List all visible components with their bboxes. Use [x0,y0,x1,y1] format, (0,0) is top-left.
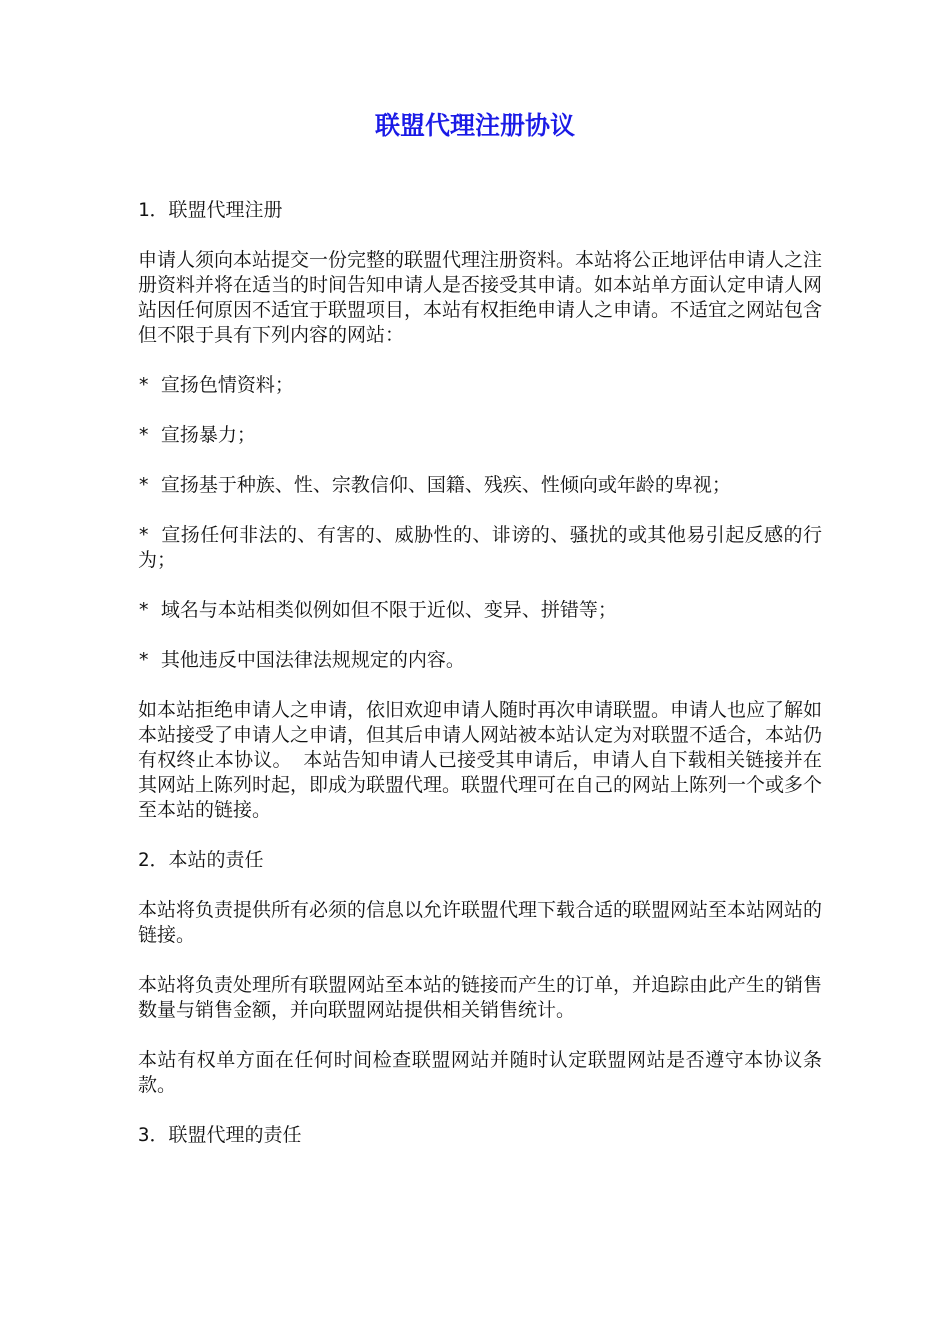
bullet-item-4: * 宣扬任何非法的、有害的、威胁性的、诽谤的、骚扰的或其他易引起反感的行为； [138,524,822,571]
section-2-paragraph-1: 本站将负责提供所有必须的信息以允许联盟代理下载合适的联盟网站至本站网站的链接。 [138,899,823,946]
bullet-item-5: * 域名与本站相类似例如但不限于近似、变异、拼错等； [138,599,617,621]
section-1-paragraph-2: 如本站拒绝申请人之申请，依旧欢迎申请人随时再次申请联盟。申请人也应了解如本站接受了申请人之申请，但其后申请人网站被本站认定为对联盟不适合，本站仍有权终止本协议。 本站告知申请人已接受其申请后，申请人自下载相关链接并在其网站上陈列时起，即成为联盟代理。联盟代理可在自己的网站上陈列一个或多个至本站的链接。 [138,699,823,821]
bullet-item-6: * 其他违反中国法律法规规定的内容。 [138,649,465,671]
section-1-paragraph-1: 申请人须向本站提交一份完整的联盟代理注册资料。本站将公正地评估申请人之注册资料并将在适当的时间告知申请人是否接受其申请。如本站单方面认定申请人网站因任何原因不适宜于联盟项目，本站有权拒绝申请人之申请。不适宜之网站包含但不限于具有下列内容的网站： [138,249,823,346]
bullet-item-1: * 宣扬色情资料； [138,374,294,396]
section-3-heading: 3．联盟代理的责任 [138,1124,302,1146]
section-2-paragraph-2: 本站将负责处理所有联盟网站至本站的链接而产生的订单，并追踪由此产生的销售数量与销售金额，并向联盟网站提供相关销售统计。 [138,974,823,1021]
bullet-item-2: * 宣扬暴力； [138,424,256,446]
document-title: 联盟代理注册协议 [374,111,575,140]
bullet-item-3: * 宣扬基于种族、性、宗教信仰、国籍、残疾、性倾向或年龄的卑视； [138,474,731,496]
document-body [138,198,822,1173]
section-2-heading: 2．本站的责任 [138,849,264,871]
section-2-paragraph-3: 本站有权单方面在任何时间检查联盟网站并随时认定联盟网站是否遵守本协议条款。 [138,1049,822,1096]
section-1-heading: 1．联盟代理注册 [138,199,283,221]
